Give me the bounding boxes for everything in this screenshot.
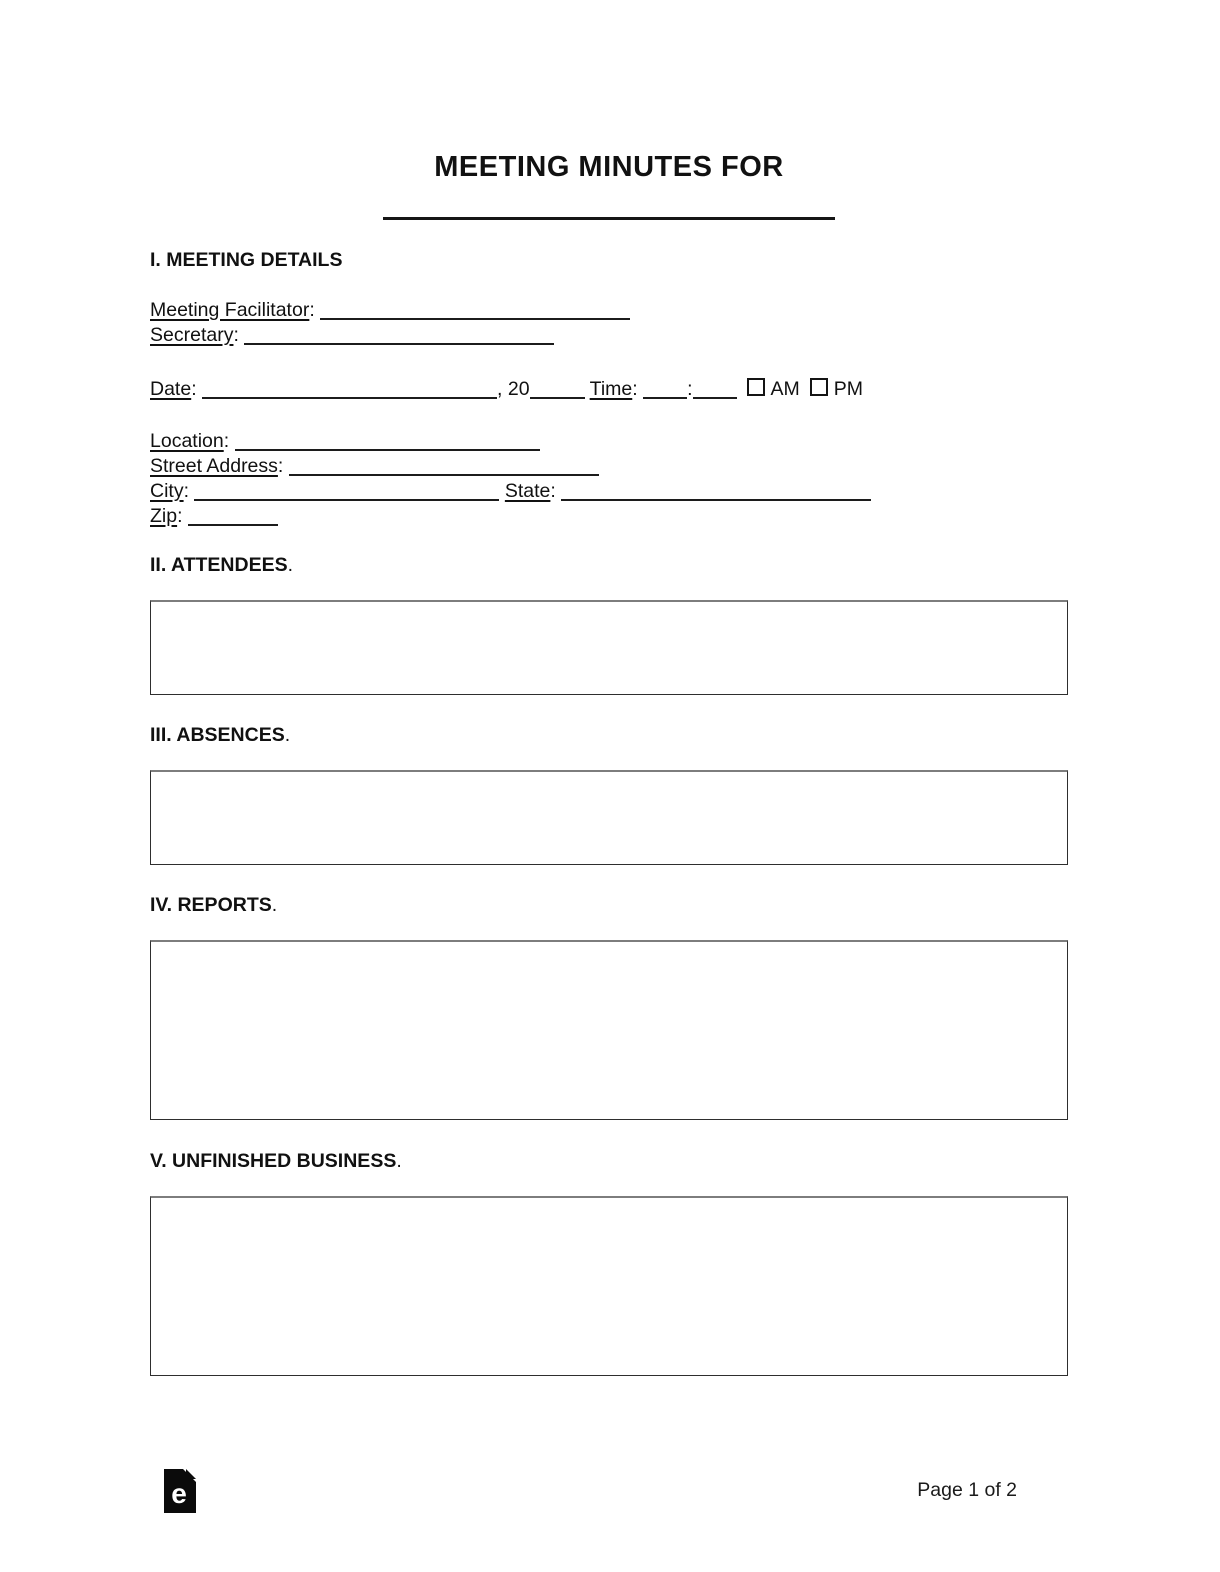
street-address-blank[interactable] bbox=[289, 458, 599, 476]
absences-heading-period: . bbox=[284, 724, 291, 746]
title-name-blank[interactable] bbox=[383, 217, 835, 220]
time-label: Time bbox=[589, 378, 633, 400]
reports-heading-period: . bbox=[271, 894, 278, 916]
absences-heading-text: III. ABSENCES bbox=[150, 724, 285, 746]
location-label: Location bbox=[150, 430, 224, 452]
facilitator-secretary-group bbox=[150, 298, 1068, 348]
unfinished-business-entry-box[interactable] bbox=[150, 1196, 1068, 1376]
state-label: State bbox=[504, 480, 551, 502]
logo-letter: e bbox=[171, 1478, 187, 1509]
street-address-colon: : bbox=[277, 455, 284, 477]
time-colon: : bbox=[632, 378, 638, 400]
facilitator-colon: : bbox=[309, 299, 315, 321]
city-label: City bbox=[150, 480, 184, 502]
city-state-line bbox=[150, 479, 1068, 504]
am-checkbox[interactable] bbox=[747, 378, 765, 396]
facilitator-blank[interactable] bbox=[320, 302, 630, 320]
date-year-prefix: , 20 bbox=[497, 378, 530, 400]
unfinished-business-heading-text: V. UNFINISHED BUSINESS bbox=[150, 1150, 397, 1172]
attendees-heading-text: II. ATTENDEES bbox=[150, 554, 288, 576]
section-heading-meeting-details: I. MEETING DETAILS bbox=[150, 249, 343, 271]
zip-line bbox=[150, 504, 1068, 529]
page-number: Page 1 of 2 bbox=[917, 1479, 1017, 1501]
section-heading-reports bbox=[150, 893, 1068, 917]
pm-label: PM bbox=[833, 378, 864, 400]
date-label: Date bbox=[150, 378, 192, 400]
street-address-label: Street Address bbox=[150, 455, 278, 477]
date-colon: : bbox=[191, 378, 197, 400]
am-label: AM bbox=[770, 378, 800, 400]
state-blank[interactable] bbox=[561, 483, 871, 501]
absences-entry-box[interactable] bbox=[150, 770, 1068, 865]
page-title: MEETING MINUTES FOR bbox=[434, 151, 784, 183]
date-time-line bbox=[150, 377, 1068, 402]
unfinished-business-heading-period: . bbox=[396, 1150, 402, 1172]
attendees-entry-box[interactable] bbox=[150, 600, 1068, 695]
time-hour-blank[interactable] bbox=[643, 381, 687, 399]
reports-entry-box[interactable] bbox=[150, 940, 1068, 1120]
street-address-line bbox=[150, 454, 1068, 479]
location-blank[interactable] bbox=[235, 433, 540, 451]
facilitator-label: Meeting Facilitator bbox=[150, 299, 310, 321]
state-colon: : bbox=[550, 480, 556, 502]
time-minute-blank[interactable] bbox=[693, 381, 737, 399]
zip-colon: : bbox=[177, 505, 183, 527]
date-blank[interactable] bbox=[202, 381, 497, 399]
zip-blank[interactable] bbox=[188, 508, 278, 526]
section-heading-unfinished-business bbox=[150, 1149, 1068, 1173]
attendees-heading-period: . bbox=[287, 554, 294, 576]
secretary-label: Secretary bbox=[150, 324, 234, 346]
city-blank[interactable] bbox=[194, 483, 499, 501]
secretary-line bbox=[150, 323, 1068, 348]
location-line bbox=[150, 429, 1068, 454]
section-heading-attendees bbox=[150, 553, 1068, 577]
location-group bbox=[150, 429, 1068, 529]
facilitator-line bbox=[150, 298, 1068, 323]
city-colon: : bbox=[183, 480, 190, 502]
secretary-blank[interactable] bbox=[244, 327, 554, 345]
location-colon: : bbox=[223, 430, 230, 452]
pm-checkbox[interactable] bbox=[810, 378, 828, 396]
year-blank[interactable] bbox=[530, 381, 585, 399]
zip-label: Zip bbox=[150, 505, 178, 527]
section-heading-absences bbox=[150, 723, 1068, 747]
time-separator: : bbox=[687, 378, 693, 400]
reports-heading-text: IV. REPORTS bbox=[150, 894, 272, 916]
eforms-document-logo-icon bbox=[163, 1469, 197, 1513]
secretary-colon: : bbox=[233, 324, 239, 346]
